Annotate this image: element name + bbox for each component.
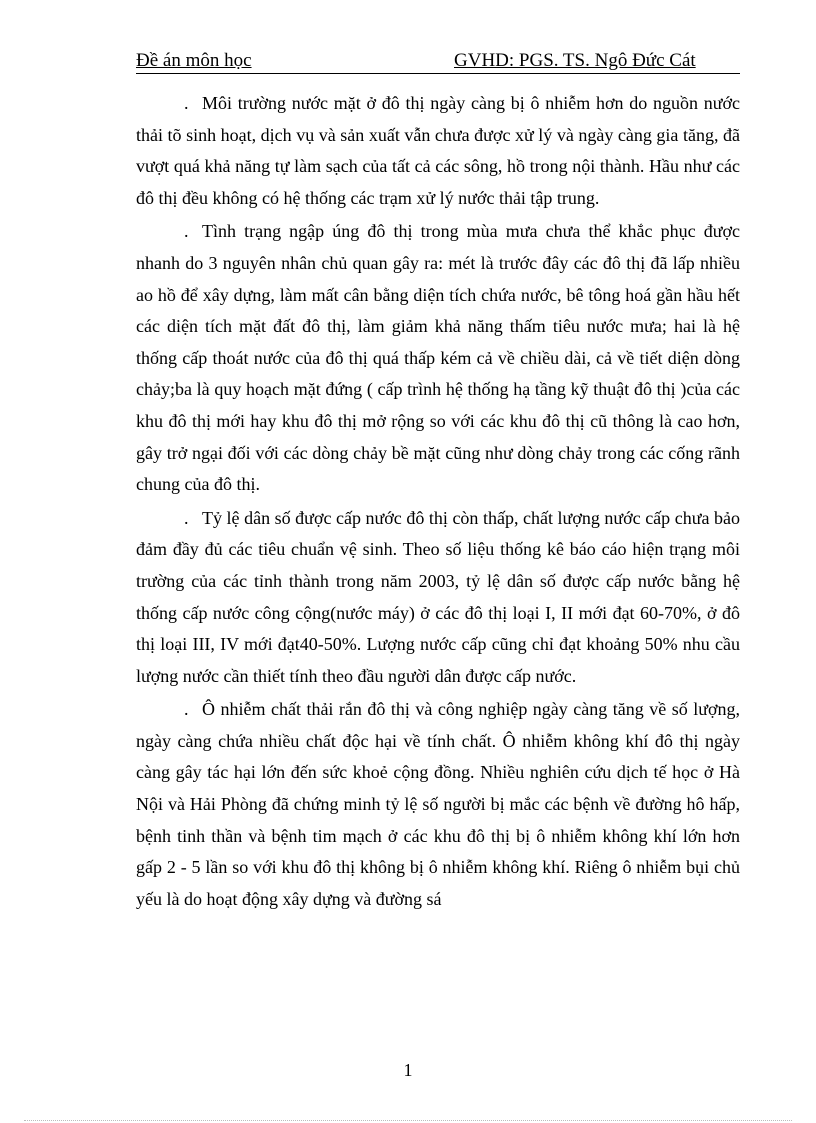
paragraph-flooding bbox=[136, 216, 740, 500]
paragraph-bullet: . bbox=[184, 699, 189, 720]
page-boundary-line bbox=[24, 1120, 792, 1121]
paragraph-text: Môi trường nước mặt ở đô thị ngày càng bị ô nhiễm hơn do nguồn nước thải tõ sinh hoạt, dịch vụ và sản xuất vẫn chưa được xử lý và ngày càng gia tăng, đã vượt quá khả năng tự làm sạch của tất cả các sông, hồ trong nội thành. Hầu như các đô thị đều không có hệ thống các trạm xử lý nước thải tập trung. bbox=[136, 93, 740, 208]
paragraph-text: Tỷ lệ dân số được cấp nước đô thị còn thấp, chất lượng nước cấp chưa bảo đảm đầy đủ các tiêu chuẩn vệ sinh. Theo số liệu thống kê báo cáo hiện trạng môi trường của các tỉnh thành trong năm 2003, tỷ lệ dân số được cấp nước bằng hệ thống cấp nước công cộng(nước máy) ở các đô thị loại I, II mới đạt 60-70%, ở đô thị loại III, IV mới đạt40-50%. Lượng nước cấp cũng chỉ đạt khoảng 50% nhu cầu lượng nước cần thiết tính theo đầu người dân được cấp nước. bbox=[136, 507, 740, 686]
advisor-label: GVHD: PGS. TS. Ngô Đức Cát bbox=[454, 50, 696, 71]
paragraph-text: Tình trạng ngập úng đô thị trong mùa mưa chưa thể khắc phục được nhanh do 3 nguyên nhân chủ quan gây ra: mét là trước đây các đô thị đã lấp nhiều ao hồ để xây dựng, làm mất cân bằng diện tích chứa nước, bê tông hoá gần hầu hết các diện tích mặt đất đô thị, làm giảm khả năng thấm tiêu nước mưa; hai là hệ thống cấp thoát nước của đô thị quá thấp kém cả về chiều dài, cả về tiết diện dòng chảy;ba là quy hoạch mặt đứng ( cấp trình hệ thống hạ tầng kỹ thuật đô thị )của các khu đô thị mới hay khu đô thị mở rộng so với các khu đô thị cũ thông là cao hơn, gây trở ngại đối với các dòng chảy bề mặt cũng như dòng chảy trong các cống rãnh chung của đô thị. bbox=[136, 221, 740, 495]
paragraph-bullet: . bbox=[184, 507, 189, 528]
paragraph-water-supply bbox=[136, 503, 740, 693]
document-title: Đề án môn học bbox=[136, 50, 252, 71]
paragraph-solid-waste bbox=[136, 694, 740, 915]
paragraph-text: Ô nhiễm chất thải rắn đô thị và công nghiệp ngày càng tăng về số lượng, ngày càng chứa nhiều chất độc hại về tính chất. Ô nhiễm không khí đô thị ngày càng gây tác hại lớn đến sức khoẻ cộng đồng. Nhiều nghiên cứu dịch tế học ở Hà Nội và Hải Phòng đã chứng minh tỷ lệ số người bị mắc các bệnh về đường hô hấp, bệnh tinh thần và bệnh tim mạch ở các khu đô thị bị ô nhiễm không khí lớn hơn gấp 2 - 5 lần so với khu đô thị không bị ô nhiễm không khí. Riêng ô nhiễm bụi chủ yếu là do hoạt động xây dựng và đường sá bbox=[136, 699, 740, 909]
paragraph-bullet: . bbox=[184, 221, 189, 242]
paragraph-bullet: . bbox=[184, 93, 189, 113]
document-body bbox=[136, 88, 740, 917]
page-number: 1 bbox=[403, 1060, 413, 1080]
page-header bbox=[136, 49, 740, 74]
paragraph-surface-water bbox=[136, 88, 740, 214]
